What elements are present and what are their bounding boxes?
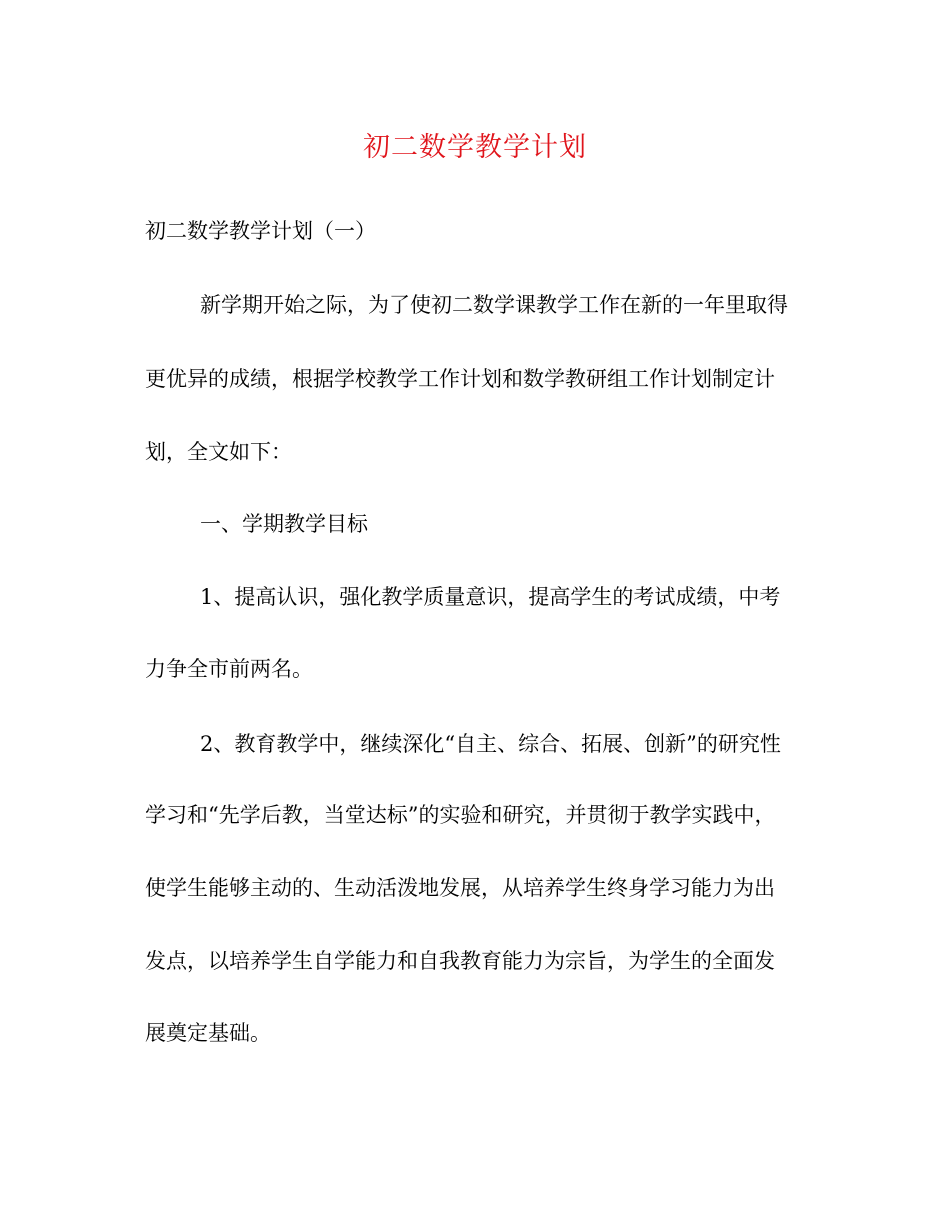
paragraph-line: 发点，以培养学生自学能力和自我教育能力为宗旨，为学生的全面发 [145,949,775,973]
paragraph-line: 1、提高认识，强化教学质量意识，提高学生的考试成绩，中考 [200,585,781,609]
paragraph-line: 更优异的成绩，根据学校教学工作计划和数学教研组工作计划制定计 [145,367,775,391]
paragraph-line: 使学生能够主动的、生动活泼地发展，从培养学生终身学习能力为出 [145,876,775,900]
paragraph-line: 2、教育教学中，继续深化“自主、综合、拓展、创新”的研究性 [200,732,781,756]
subheading: 一、学期教学目标 [200,512,368,536]
paragraph-line: 划，全文如下： [145,440,292,464]
paragraph-line: 学习和“先学后教，当堂达标”的实验和研究，并贯彻于教学实践中， [145,803,776,827]
paragraph-line: 力争全市前两名。 [145,657,313,681]
paragraph-line: 新学期开始之际，为了使初二数学课教学工作在新的一年里取得 [200,293,788,317]
document-title: 初二数学教学计划 [363,132,587,163]
paragraph-line: 展奠定基础。 [145,1021,271,1045]
section-heading: 初二数学教学计划（一） [145,219,376,243]
